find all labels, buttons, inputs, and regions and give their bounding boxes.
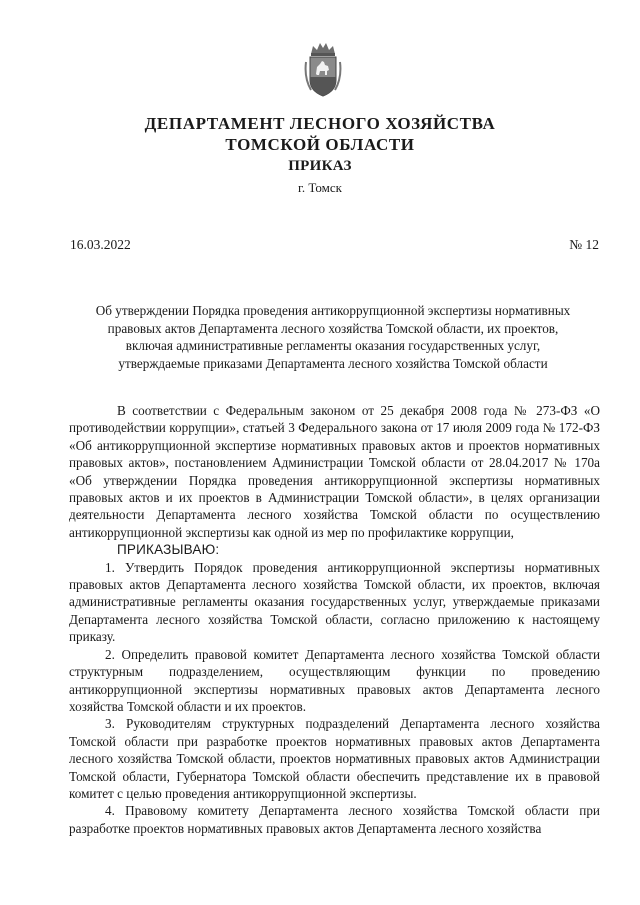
department-name-line1: ДЕПАРТАМЕНТ ЛЕСНОГО ХОЗЯЙСТВА: [144, 114, 496, 133]
subject-line: включая административные регламенты оказания государственных услуг,: [125, 338, 541, 353]
subject-line: утверждаемые приказами Департамента лесного хозяйства Томской области: [118, 355, 548, 371]
subject-line: Об утверждении Порядка проведения антикоррупционной экспертизы нормативных: [95, 303, 571, 318]
order-subject: [68, 302, 598, 372]
order-date: 16.03.2022: [70, 237, 131, 252]
preamble-paragraph: В соответствии с Федеральным законом от 25 декабря 2008 года № 273-ФЗ «О противодействии коррупции», статьей 3 Федерального закона от 17 июля 2009 года № 172-ФЗ «Об антикоррупционной экспертизе нормативных правовых актов и проектов нормативных правовых актов», постановлением Администрации Томской области от 28.04.2017 № 170а «Об утверждении Порядка проведения антикоррупционной экспертизы нормативных правовых актов и их проектов в Администрации Томской области», в целях организации деятельности Департамента лесного хозяйства Томской области по осуществлению антикоррупционной экспертизы как одной из мер по профилактике коррупции,: [69, 403, 600, 540]
order-body: [69, 402, 600, 837]
document-type: ПРИКАЗ: [288, 158, 352, 174]
city: г. Томск: [298, 180, 342, 195]
order-item: 1. Утвердить Порядок проведения антикоррупционной экспертизы нормативных правовых актов Департамента лесного хозяйства Томской области, их проектов, включая административные регламенты оказания государственных услуг, утверждаемые приказами Департамента лесного хозяйства Томской области, согласно приложению к настоящему приказу.: [69, 559, 600, 645]
order-item: 3. Руководителям структурных подразделений Департамента лесного хозяйства Томской области при разработке проектов нормативных правовых актов Департамента лесного хозяйства Томской области, проектов нормативных правовых актов Администрации Томской области, Губернатора Томской области обеспечить представление их в правовой комитет с целью проведения антикоррупционной экспертизы.: [69, 716, 600, 801]
order-item: 2. Определить правовой комитет Департамента лесного хозяйства Томской области структурным подразделением, осуществляющим функции по проведению антикоррупционной экспертизы нормативных правовых актов Департамента лесного хозяйства Томской области и их проектов.: [69, 646, 600, 714]
order-item: 4. Правовому комитету Департамента лесного хозяйства Томской области при разработке проектов нормативных правовых актов Департамента лесного хозяйства: [69, 803, 600, 836]
department-name-line2: ТОМСКОЙ ОБЛАСТИ: [225, 135, 415, 154]
order-directive: ПРИКАЗЫВАЮ:: [117, 542, 220, 558]
coat-of-arms-icon: [303, 40, 343, 98]
subject-line: правовых актов Департамента лесного хозяйства Томской области, их проектов,: [107, 320, 559, 336]
order-number: № 12: [569, 237, 599, 252]
